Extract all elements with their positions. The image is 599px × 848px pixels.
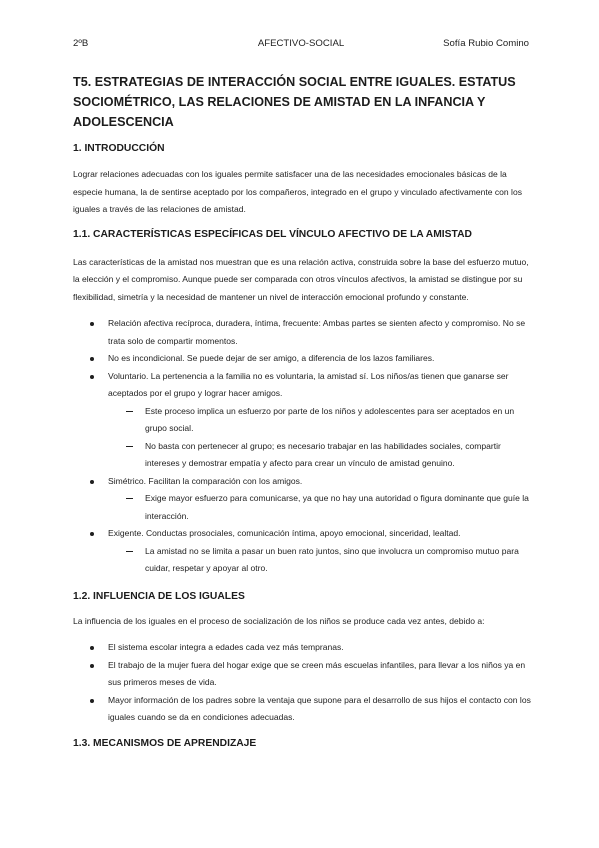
bullet-icon (90, 646, 94, 650)
list-item (73, 473, 531, 526)
paragraph-introduccion: Lograr relaciones adecuadas con los iguales permite satisfacer una de las necesidades emocionales básicas de la especie humana, la de sentirse aceptado por los compañeros, integrado en el grupo y vinculado afectivamente con los iguales a través de las relaciones de amistad. (73, 169, 522, 214)
sublist-item-text: Exige mayor esfuerzo para comunicarse, ya que no hay una autoridad o figura dominante que guíe la interacción. (145, 493, 529, 521)
list-item-text: Exigente. Conductas prosociales, comunicación íntima, apoyo emocional, sinceridad, lealtad. (108, 528, 461, 538)
sublist-item (108, 403, 531, 438)
section-heading-influencia: 1.2. INFLUENCIA DE LOS IGUALES (73, 590, 245, 602)
list-item (73, 315, 531, 350)
bullet-icon (90, 664, 94, 668)
header-course: 2ºB (73, 38, 89, 49)
list-item (73, 525, 531, 578)
bullet-icon (90, 480, 94, 484)
section-heading-introduccion: 1. INTRODUCCIÓN (73, 143, 165, 154)
sublist-item-text: Este proceso implica un esfuerzo por parte de los niños y adolescentes para ser aceptados en un grupo social. (145, 405, 515, 433)
sublist-exigente (108, 543, 531, 578)
sublist-item (108, 490, 531, 525)
document-title: T5. ESTRATEGIAS DE INTERACCIÓN SOCIAL ENTRE IGUALES. ESTATUS SOCIOMÉTRICO, LAS RELACIONES DE AMISTAD EN LA INFANCIA Y ADOLESCENCIA (73, 75, 516, 129)
list-item (73, 350, 531, 368)
list-influencia (73, 639, 531, 727)
sublist-item-text: No basta con pertenecer al grupo; es necesario trabajar en las habilidades sociales, compartir intereses y demostrar empatía y afecto para crear un vínculo de amistad genuino. (145, 440, 501, 468)
sublist-voluntario (108, 403, 531, 473)
sublist-item (108, 438, 531, 473)
list-item (73, 657, 531, 692)
list-item-text: El sistema escolar integra a edades cada vez más tempranas. (108, 642, 344, 652)
bullet-icon (90, 699, 94, 703)
header-author: Sofía Rubio Comino (443, 38, 529, 49)
list-item-text: Voluntario. La pertenencia a la familia no es voluntaria, la amistad sí. Los niños/as tienen que ganarse ser aceptados por el grupo y lograr hacer amigos. (108, 370, 509, 398)
list-item (73, 639, 531, 657)
list-item-text: No es incondicional. Se puede dejar de ser amigo, a diferencia de los lazos familiares. (108, 353, 435, 363)
document-body (73, 72, 531, 751)
list-item-text: El trabajo de la mujer fuera del hogar exige que se creen más escuelas infantiles, para llevar a los niños ya en sus primeros meses de vida. (108, 659, 526, 687)
paragraph-caracteristicas: Las características de la amistad nos muestran que es una relación activa, construida sobre la base del esfuerzo mutuo, la elección y el compromiso. Aunque puede ser comparada con otros vínculos afectivos, la amistad se distingue por su flexibilidad, simetría y la necesidad de mantener un nivel de interacción emocional profundo y constante. (73, 256, 529, 302)
list-item (73, 692, 531, 727)
paragraph-influencia: La influencia de los iguales en el proceso de socialización de los niños se produce cada vez antes, debido a: (73, 615, 485, 626)
dash-icon (126, 498, 133, 499)
section-heading-mecanismos: 1.3. MECANISMOS DE APRENDIZAJE (73, 737, 257, 749)
sublist-item-text: La amistad no se limita a pasar un buen rato juntos, sino que involucra un compromiso mutuo para cuidar, respetar y apoyar al otro. (145, 545, 519, 573)
sublist-simetrico (108, 490, 531, 525)
list-item (73, 368, 531, 473)
list-item-text: Relación afectiva recíproca, duradera, íntima, frecuente: Ambas partes se sienten afecto y compromiso. No se trata solo de compartir momentos. (108, 318, 526, 346)
bullet-icon (90, 357, 94, 361)
list-caracteristicas (73, 315, 531, 578)
bullet-icon (90, 322, 94, 326)
page-header (73, 38, 529, 52)
dash-icon (126, 411, 133, 412)
list-item-text: Mayor información de los padres sobre la ventaja que supone para el desarrollo de sus hijos el contacto con los iguales cuando se da en condiciones adecuadas. (108, 694, 531, 722)
list-item-text: Simétrico. Facilitan la comparación con los amigos. (108, 475, 303, 486)
section-heading-caracteristicas: 1.1. CARACTERÍSTICAS ESPECÍFICAS DEL VÍNCULO AFECTIVO DE LA AMISTAD (73, 228, 472, 240)
dash-icon (126, 551, 133, 552)
sublist-item (108, 543, 531, 578)
bullet-icon (90, 532, 94, 536)
header-subject: AFECTIVO-SOCIAL (257, 38, 345, 49)
dash-icon (126, 446, 133, 447)
bullet-icon (90, 375, 94, 379)
